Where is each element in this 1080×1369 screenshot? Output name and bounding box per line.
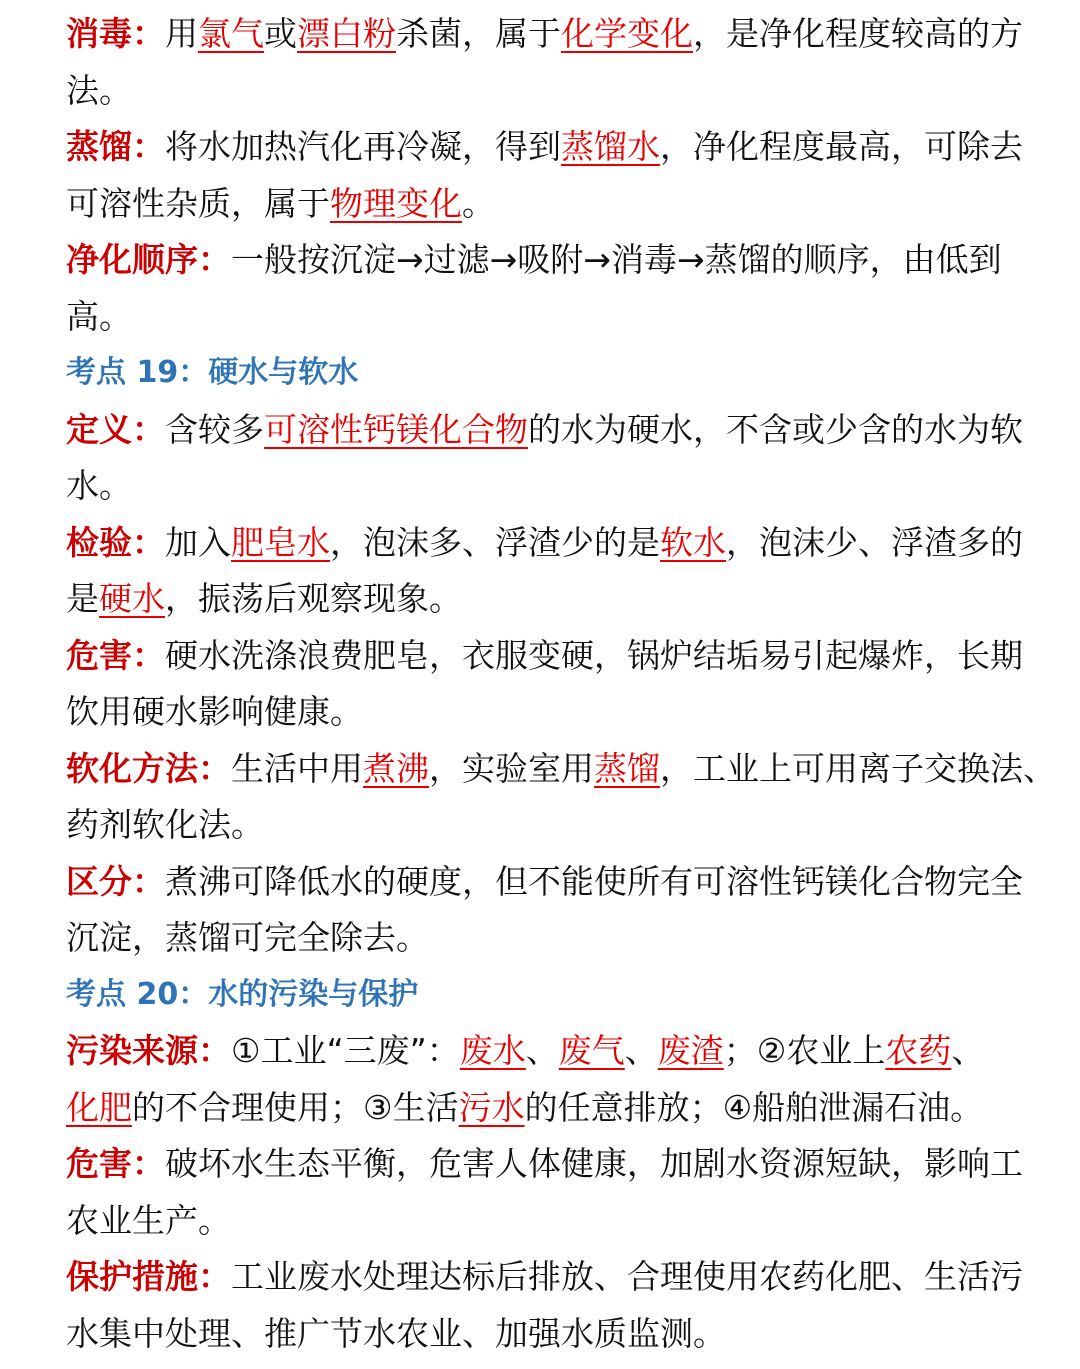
body-text: 杀菌，属于 xyxy=(396,14,561,53)
text-line xyxy=(66,402,1023,459)
body-text: 饮用硬水影响健康。 xyxy=(66,692,363,731)
body-text: 的任意排放；④船舶泄漏石油。 xyxy=(524,1087,984,1127)
paragraph-disinfection xyxy=(66,6,1023,119)
keyword: 废渣 xyxy=(657,1031,724,1070)
body-text: 药剂软化法。 xyxy=(66,805,264,844)
text-line xyxy=(66,1080,1014,1137)
body-text: 含较多 xyxy=(165,409,264,449)
paragraph-protection-measures xyxy=(66,1249,1023,1362)
body-text: 或 xyxy=(264,14,297,53)
body-text: ①工业“三废”： xyxy=(231,1031,460,1070)
body-text: 、 xyxy=(525,1031,559,1070)
section-heading-19 xyxy=(66,345,1014,402)
body-text: 农业生产。 xyxy=(66,1200,231,1240)
text-line xyxy=(66,232,1014,289)
body-text: 破坏水生态平衡，危害人体健康，加剧水资源短缺，影响工 xyxy=(165,1144,1023,1183)
paragraph-pollution-harm xyxy=(66,1136,1023,1249)
text-line xyxy=(66,854,1023,911)
body-text: 一般按沉淀→过滤→吸附→消毒→蒸馏的顺序，由低到 xyxy=(231,240,1002,279)
text-line xyxy=(66,6,1023,63)
term-label: 污染来源： xyxy=(66,1031,231,1070)
body-text: 是 xyxy=(66,579,99,618)
paragraph-distillation xyxy=(66,119,1023,232)
paragraph-purification-order xyxy=(66,232,1014,345)
text-line xyxy=(66,119,1023,176)
keyword: 氯气 xyxy=(198,14,264,53)
text-line xyxy=(66,1023,1014,1080)
term-label: 消毒： xyxy=(66,14,165,53)
text-line xyxy=(66,571,1014,628)
keyword: 蒸馏水 xyxy=(561,127,660,166)
keyword: 废气 xyxy=(558,1031,625,1070)
text-line xyxy=(66,1306,1014,1363)
body-text: 高。 xyxy=(66,296,132,336)
text-line xyxy=(66,797,1014,854)
body-text: ，是净化程度较高的方 xyxy=(693,14,1023,53)
body-text: 煮沸可降低水的硬度，但不能使所有可溶性钙镁化合物完全 xyxy=(165,861,1023,901)
keyword: 蒸馏 xyxy=(594,748,660,788)
text-line xyxy=(66,176,1014,233)
body-text: 沉淀，蒸馏可完全除去。 xyxy=(66,918,429,957)
paragraph-hard-water-harm xyxy=(66,628,1023,741)
paragraph-testing xyxy=(66,515,1023,628)
text-line xyxy=(66,628,1023,685)
term-label: 区分： xyxy=(66,861,165,901)
body-text: 将水加热汽化再冷凝，得到 xyxy=(165,127,561,166)
body-text: ，净化程度最高，可除去 xyxy=(660,127,1023,166)
term-label: 软化方法： xyxy=(66,748,231,788)
body-text: 、 xyxy=(624,1031,658,1070)
text-line xyxy=(66,289,1014,346)
text-line xyxy=(66,515,1023,572)
section-heading-20 xyxy=(66,967,1014,1024)
paragraph-pollution-sources xyxy=(66,1023,1014,1136)
body-text: ，泡沫多、浮渣少的是 xyxy=(330,522,660,562)
keyword: 化肥 xyxy=(66,1087,132,1127)
text-line xyxy=(66,684,1014,741)
text-line xyxy=(66,458,1014,515)
text-line xyxy=(66,1249,1023,1306)
body-text: 。 xyxy=(462,183,495,223)
body-text: 生活中用 xyxy=(231,748,363,788)
keyword: 化学变化 xyxy=(561,14,693,53)
body-text: 水集中处理、推广节水农业、加强水质监测。 xyxy=(66,1313,726,1353)
body-text: 工业废水处理达标后排放、合理使用农药化肥、生活污 xyxy=(231,1257,1023,1296)
paragraph-definition xyxy=(66,402,1023,515)
term-label: 检验： xyxy=(66,522,165,562)
body-text: ，泡沫少、浮渣多的 xyxy=(726,522,1023,562)
body-text: 法。 xyxy=(66,70,132,110)
text-line xyxy=(66,1136,1023,1193)
body-text: 的不合理使用；③生活 xyxy=(132,1087,459,1127)
paragraph-softening-methods xyxy=(66,741,1056,854)
keyword: 漂白粉 xyxy=(297,14,396,53)
body-text: 、 xyxy=(951,1031,985,1070)
text-line xyxy=(66,63,1014,120)
term-label: 定义： xyxy=(66,409,165,449)
section-title: 考点 19：硬水与软水 xyxy=(66,355,359,390)
body-text: ；②农业上 xyxy=(723,1031,886,1070)
body-text: 加入 xyxy=(165,522,231,562)
keyword: 废水 xyxy=(459,1031,526,1070)
term-label: 危害： xyxy=(66,1144,165,1183)
text-line xyxy=(66,741,1056,798)
body-text: 水。 xyxy=(66,466,132,505)
keyword: 肥皂水 xyxy=(231,522,330,562)
term-label: 蒸馏： xyxy=(66,127,165,166)
body-text: 的水为硬水，不含或少含的水为软 xyxy=(528,409,1023,449)
body-text: 硬水洗涤浪费肥皂，衣服变硬，锅炉结垢易引起爆炸，长期 xyxy=(165,635,1023,675)
keyword: 物理变化 xyxy=(330,183,462,223)
term-label: 净化顺序： xyxy=(66,240,231,279)
body-text: 可溶性杂质，属于 xyxy=(66,183,330,223)
body-text: ，实验室用 xyxy=(429,748,594,788)
keyword: 煮沸 xyxy=(363,748,429,788)
term-label: 危害： xyxy=(66,635,165,675)
body-text: ，工业上可用离子交换法、 xyxy=(660,748,1056,788)
keyword: 软水 xyxy=(660,522,726,562)
keyword: 硬水 xyxy=(99,579,165,618)
section-title: 考点 20：水的污染与保护 xyxy=(66,976,419,1012)
term-label: 保护措施： xyxy=(66,1257,231,1296)
body-text: 用 xyxy=(165,14,198,53)
body-text: ，振荡后观察现象。 xyxy=(165,579,462,618)
text-line xyxy=(66,1193,1014,1250)
keyword: 农药 xyxy=(885,1031,952,1070)
text-line xyxy=(66,910,1014,967)
keyword: 污水 xyxy=(458,1087,525,1127)
keyword: 可溶性钙镁化合物 xyxy=(264,409,528,449)
paragraph-distinction xyxy=(66,854,1023,967)
